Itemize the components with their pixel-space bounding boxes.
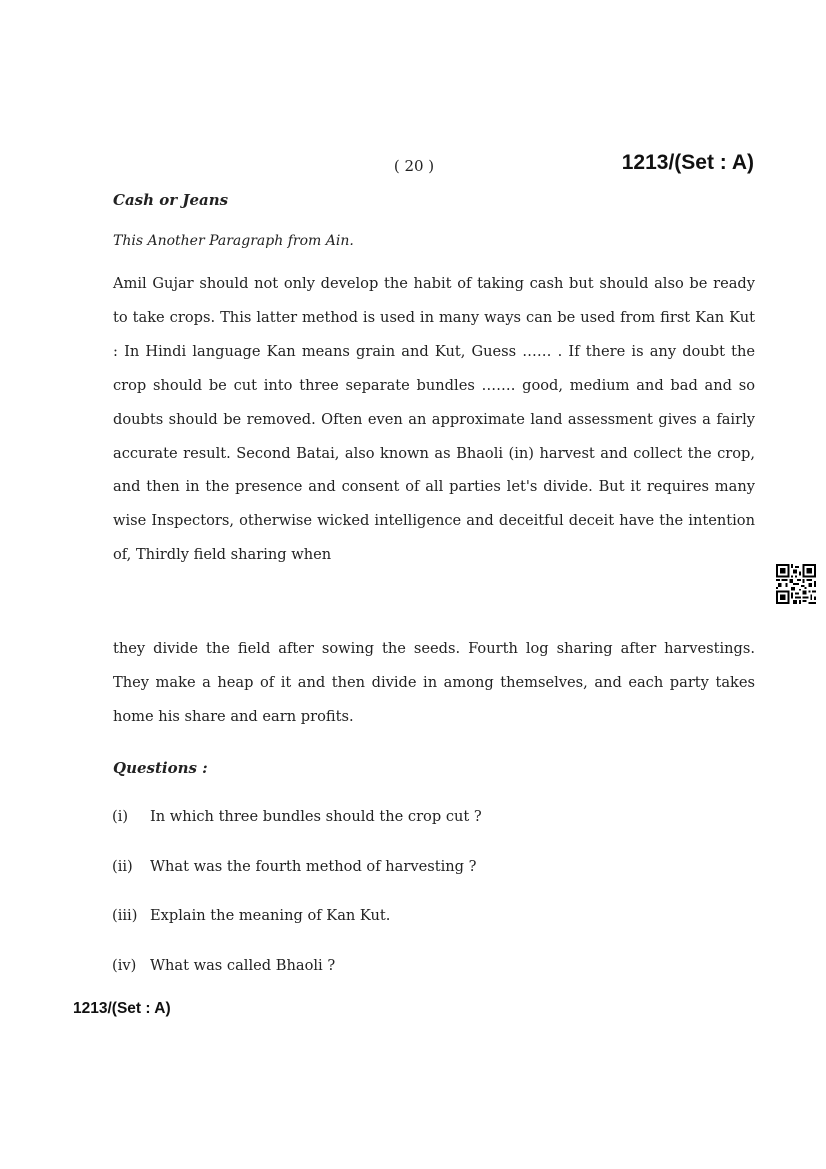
passage-paragraph-2: they divide the field after sowing the seeds. Fourth log sharing after harvestings. They make a heap of it and then divide in among themselves, and each party takes home his share and earn profits.: [113, 640, 755, 725]
question-number: (iii): [112, 907, 138, 924]
footer-paper-code: 1213/(Set : A): [73, 1000, 171, 1017]
qr-code-icon: [776, 564, 816, 604]
passage-paragraph-1: Amil Gujar should not only develop the habit of taking cash but should also be ready to take crops. This latter method is used in many ways can be used from first Kan Kut : In Hindi language Kan means grain and Kut, Guess …… . If there is any doubt the crop should be cut into three separate bundles ……. good, medium and bad and so doubts should be removed. Often even an approximate land assessment gives a fairly accurate result. Second Batai, also known as Bhaoli (in) harvest and collect the crop, and then in the presence and consent of all parties let's divide. But it requires many wise Inspectors, otherwise wicked intelligence and deceitful deceit have the intention of, Thirdly field sharing when: [113, 275, 755, 564]
question-number: (ii): [112, 858, 133, 875]
page-number: ( 20 ): [393, 157, 435, 175]
section-title: Cash or Jeans: [113, 191, 229, 209]
questions-heading: Questions :: [113, 759, 208, 777]
section-subtitle: This Another Paragraph from Ain.: [113, 233, 354, 249]
question-number: (i): [112, 808, 129, 825]
question-text: What was the fourth method of harvesting ?: [150, 858, 477, 875]
question-text: In which three bundles should the crop cut ?: [150, 808, 482, 825]
question-text: Explain the meaning of Kan Kut.: [150, 907, 391, 924]
question-number: (iv): [112, 957, 137, 974]
question-text: What was called Bhaoli ?: [150, 957, 336, 974]
header-paper-code: 1213/(Set : A): [621, 151, 754, 174]
